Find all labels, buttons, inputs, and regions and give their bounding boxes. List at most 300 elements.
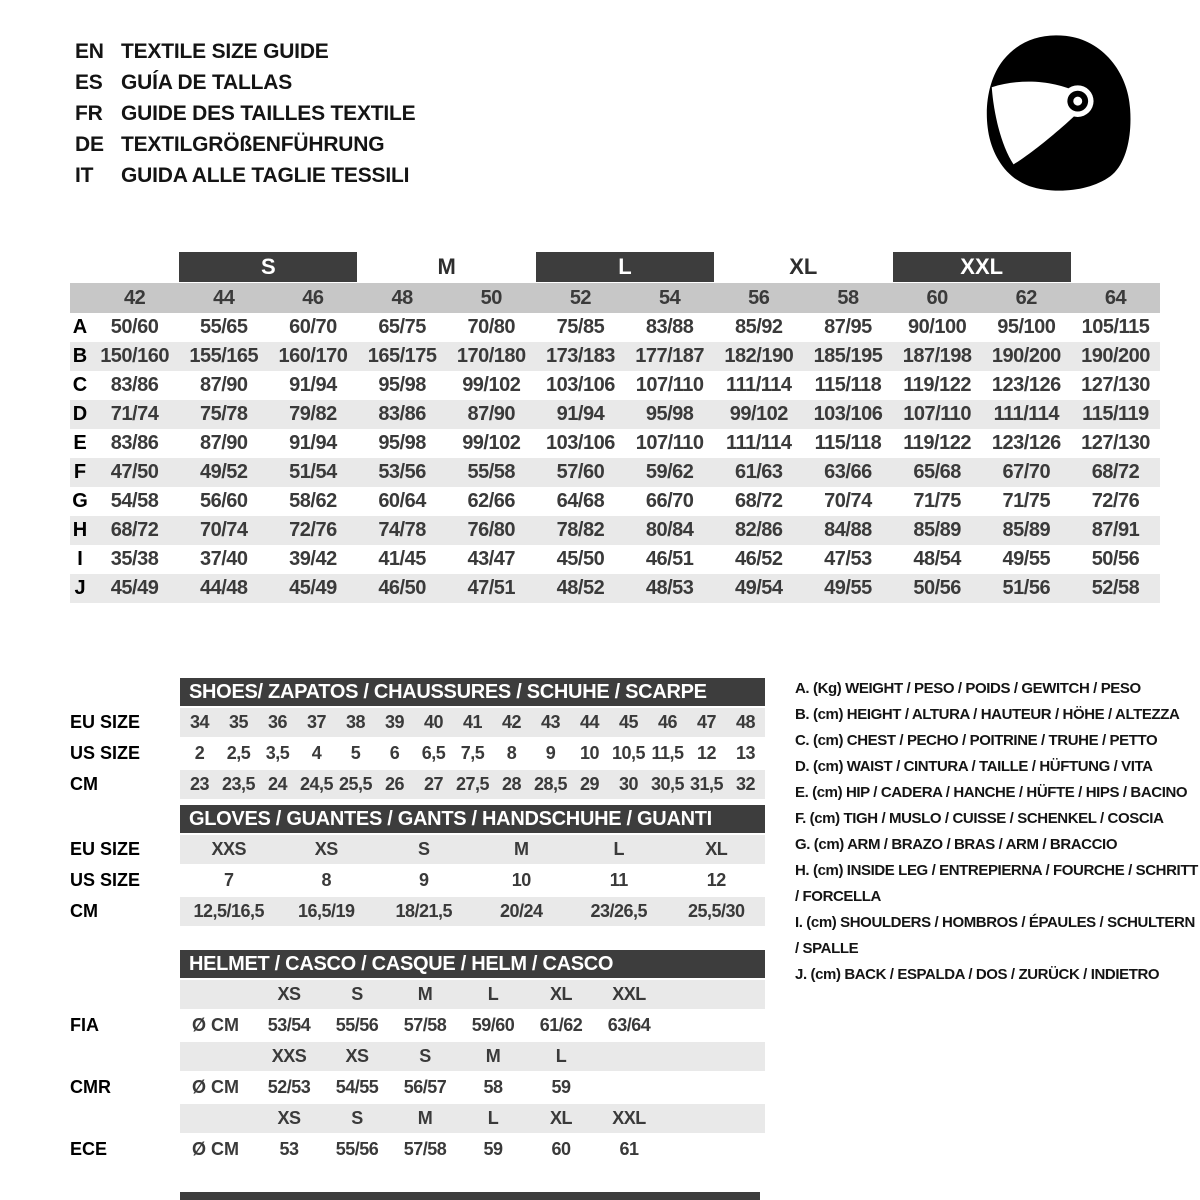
- size-label-cell: [595, 1042, 663, 1071]
- size-value-cell: 23,5: [221, 774, 256, 794]
- size-value-cell: 123/126: [991, 374, 1061, 396]
- language-title: TEXTILE SIZE GUIDE: [121, 39, 329, 63]
- row-values: [180, 708, 765, 737]
- size-value-cell: 18/21,5: [395, 901, 453, 921]
- size-value-cell: 23: [189, 774, 210, 794]
- size-value-cell: 30,5: [650, 774, 685, 794]
- size-value-cell: 103/106: [546, 432, 615, 454]
- helmet-size-header-row: [70, 1042, 765, 1071]
- size-value-cell: 57/60: [556, 461, 605, 483]
- size-value-cell: 41: [462, 712, 483, 732]
- legend-item: A. (Kg) WEIGHT / PESO / POIDS / GEWITCH / PESO: [795, 680, 1141, 697]
- row-label: [70, 1104, 180, 1133]
- size-value-cell: 177/187: [635, 345, 705, 367]
- size-value-cell: 111/114: [726, 432, 792, 454]
- size-value-cell: 85/89: [913, 519, 961, 541]
- size-value-cell: 13: [735, 743, 756, 763]
- size-value-cell: 59/62: [645, 461, 694, 483]
- size-value-cell: 11: [609, 870, 628, 890]
- size-value-cell: 95/98: [378, 374, 426, 396]
- size-value-cell: 61: [619, 1139, 639, 1159]
- size-value-cell: 190/200: [991, 345, 1061, 367]
- language-title: GUIDA ALLE TAGLIE TESSILI: [121, 163, 410, 187]
- size-value-cell: 28,5: [533, 774, 568, 794]
- size-value-cell: 103/106: [546, 374, 615, 396]
- row-label: [70, 980, 180, 1009]
- size-value-cell: 83/86: [378, 403, 426, 425]
- language-title-list: [75, 36, 415, 191]
- size-value-cell: 99/102: [729, 403, 788, 425]
- size-value-cell: 71/74: [110, 403, 159, 425]
- size-value-cell: 127/130: [1081, 374, 1150, 396]
- table-row: [70, 342, 1160, 371]
- size-value-cell: 58: [483, 1077, 503, 1097]
- size-value-cell: 119/122: [903, 374, 971, 396]
- size-value-cell: 50/56: [1091, 548, 1140, 570]
- unit-spacer: [180, 1104, 255, 1133]
- size-value-cell: 53/54: [267, 1015, 311, 1035]
- size-value-cell: 55/56: [335, 1015, 379, 1035]
- textile-table-body: [70, 313, 1160, 603]
- size-label-cell: L: [487, 1108, 499, 1128]
- size-value-cell: 42: [501, 712, 522, 732]
- row-letter: B: [72, 345, 88, 367]
- size-value-cell: 58/62: [289, 490, 337, 512]
- size-value-cell: 61/62: [539, 1015, 583, 1035]
- size-value-cell: 47/53: [824, 548, 872, 570]
- helmet-icon: [972, 28, 1140, 196]
- language-code: DE: [75, 132, 104, 156]
- unit-cell: Ø CM: [192, 1015, 239, 1035]
- size-value-cell: 46/50: [378, 577, 426, 599]
- size-value-cell: 75/78: [199, 403, 248, 425]
- size-group-header-row: [70, 252, 1160, 282]
- textile-size-table: [70, 252, 1160, 603]
- size-value-cell: 53/56: [378, 461, 426, 483]
- size-value-cell: 64/68: [556, 490, 605, 512]
- size-label-cell: M: [417, 1108, 433, 1128]
- size-value-cell: 57/58: [403, 1015, 447, 1035]
- size-value-cell: 70/80: [467, 316, 516, 338]
- size-value-cell: 20/24: [499, 901, 543, 921]
- size-value-cell: 45: [618, 712, 639, 732]
- size-value-cell: 115/119: [1082, 403, 1149, 425]
- row-label: ECE: [70, 1139, 108, 1159]
- shoes-title: SHOES/ ZAPATOS / CHAUSSURES / SCHUHE / SCARPE: [189, 680, 707, 703]
- size-value-cell: 30: [618, 774, 639, 794]
- size-value-cell: 29: [579, 774, 600, 794]
- size-group-label: XL: [789, 254, 818, 279]
- size-value-cell: 45/50: [556, 548, 605, 570]
- size-value-cell: 50/60: [110, 316, 159, 338]
- helmet-size-header-row: [70, 1104, 765, 1133]
- size-value-cell: 173/183: [546, 345, 615, 367]
- size-label-cell: S: [351, 1108, 363, 1128]
- numeric-size: 54: [658, 286, 681, 309]
- size-value-cell: 55/58: [467, 461, 516, 483]
- size-value-cell: 35: [228, 712, 249, 732]
- size-value-cell: L: [613, 839, 624, 859]
- size-value-cell: 49/55: [824, 577, 872, 599]
- size-value-cell: 50/56: [913, 577, 961, 599]
- language-row: [75, 160, 415, 191]
- numeric-size: 60: [926, 286, 948, 309]
- table-row: [70, 429, 1160, 458]
- row-letter: D: [72, 403, 88, 425]
- size-value-cell: 107/110: [903, 403, 971, 425]
- size-group-label: S: [179, 252, 357, 282]
- size-value-cell: XL: [705, 839, 728, 859]
- row-values: [180, 739, 765, 768]
- language-code: IT: [75, 163, 94, 187]
- size-value-cell: 54/58: [110, 490, 159, 512]
- row-letter: A: [72, 316, 88, 338]
- row-values: [180, 1011, 765, 1040]
- language-code: FR: [75, 101, 103, 125]
- row-letter: H: [72, 519, 88, 541]
- size-value-cell: 45/49: [289, 577, 337, 599]
- shoes-title-bar: [180, 678, 765, 706]
- size-value-cell: 48/52: [556, 577, 605, 599]
- row-letter: C: [72, 374, 88, 396]
- size-value-cell: 28: [501, 774, 522, 794]
- legend-item: B. (cm) HEIGHT / ALTURA / HAUTEUR / HÖHE / ALTEZZA: [795, 706, 1180, 723]
- row-letter-spacer: [70, 283, 90, 313]
- table-row: [70, 1073, 765, 1102]
- legend-item: F. (cm) TIGH / MUSLO / CUISSE / SCHENKEL / COSCIA: [795, 810, 1164, 827]
- language-row: [75, 98, 415, 129]
- size-value-cell: 46/52: [735, 548, 783, 570]
- size-value-cell: 67/70: [1002, 461, 1051, 483]
- size-group-label: M: [437, 254, 456, 279]
- size-value-cell: 68/72: [735, 490, 783, 512]
- size-value-cell: 99/102: [462, 432, 521, 454]
- table-row: [70, 371, 1160, 400]
- size-value-cell: [595, 1073, 663, 1102]
- legend-item: H. (cm) INSIDE LEG / ENTREPIERNA / FOURCHE / SCHRITT / FORCELLA: [795, 862, 1198, 905]
- size-value-cell: 71/75: [913, 490, 961, 512]
- size-value-cell: 6,5: [421, 743, 446, 763]
- size-value-cell: 7: [223, 870, 234, 890]
- size-value-cell: 87/90: [467, 403, 516, 425]
- row-values: [180, 866, 765, 895]
- row-letter: I: [77, 548, 83, 570]
- row-label: CMR: [70, 1077, 111, 1097]
- size-value-cell: 35/38: [110, 548, 159, 570]
- helmet-title-bar: [180, 950, 765, 978]
- size-value-cell: 111/114: [726, 374, 792, 396]
- size-value-cell: 8: [321, 870, 331, 890]
- table-row: [70, 1011, 765, 1040]
- row-letter: J: [74, 577, 86, 599]
- size-value-cell: 57/58: [403, 1139, 447, 1159]
- size-value-cell: 187/198: [902, 345, 972, 367]
- row-letter: F: [73, 461, 87, 483]
- size-value-cell: 60/70: [289, 316, 337, 338]
- size-label-cell: L: [555, 1046, 567, 1066]
- language-title: GUÍA DE TALLAS: [121, 70, 293, 94]
- size-value-cell: 107/110: [635, 432, 704, 454]
- size-value-cell: 23/26,5: [590, 901, 648, 921]
- size-value-cell: 115/118: [814, 432, 882, 454]
- size-label-cell: XS: [277, 1108, 301, 1128]
- size-value-cell: 99/102: [462, 374, 521, 396]
- size-value-cell: 7,5: [460, 743, 485, 763]
- size-value-cell: 27: [423, 774, 444, 794]
- size-value-cell: 24: [267, 774, 288, 794]
- size-label-cell: XXL: [612, 1108, 646, 1128]
- table-row: [70, 516, 1160, 545]
- size-value-cell: 87/90: [199, 374, 248, 396]
- size-value-cell: 185/195: [813, 345, 883, 367]
- size-value-cell: M: [514, 839, 529, 859]
- size-value-cell: 103/106: [813, 403, 883, 425]
- size-value-cell: 12: [696, 743, 717, 763]
- size-value-cell: 49/52: [199, 461, 248, 483]
- row-label: CM: [70, 774, 98, 794]
- size-value-cell: 25,5: [338, 774, 373, 794]
- size-value-cell: 150/160: [100, 345, 169, 367]
- row-label: EU SIZE: [70, 712, 141, 732]
- row-label: EU SIZE: [70, 839, 141, 859]
- row-values: [180, 1135, 765, 1164]
- size-value-cell: 91/94: [289, 374, 337, 396]
- table-row: [70, 835, 765, 864]
- size-value-cell: 9: [545, 743, 556, 763]
- size-value-cell: 49/54: [735, 577, 783, 599]
- size-value-cell: 91/94: [289, 432, 337, 454]
- unit-spacer: [180, 1042, 255, 1071]
- row-values: [180, 1073, 765, 1102]
- size-value-cell: 24,5: [299, 774, 334, 794]
- size-label-cell: XXS: [271, 1046, 307, 1066]
- size-label-cell: L: [487, 984, 499, 1004]
- size-value-cell: 36: [267, 712, 288, 732]
- size-value-cell: 60: [551, 1139, 571, 1159]
- size-value-cell: 83/88: [645, 316, 694, 338]
- size-label-cell: XL: [549, 1108, 572, 1128]
- unit-cell: Ø CM: [192, 1139, 239, 1159]
- size-value-cell: 41/45: [378, 548, 426, 570]
- size-value-cell: 87/95: [824, 316, 872, 338]
- size-value-cell: 66/70: [645, 490, 694, 512]
- size-label-cell: XL: [549, 984, 572, 1004]
- size-value-cell: 52/58: [1091, 577, 1140, 599]
- size-value-cell: 3,5: [265, 743, 290, 763]
- size-value-cell: 26: [384, 774, 405, 794]
- size-value-cell: 25,5/30: [687, 901, 745, 921]
- size-value-cell: 47/51: [467, 577, 516, 599]
- table-row: [70, 739, 765, 768]
- size-value-cell: 39/42: [289, 548, 337, 570]
- size-value-cell: XS: [314, 839, 338, 859]
- table-row: [70, 1135, 765, 1164]
- size-value-cell: 55/65: [199, 316, 248, 338]
- size-value-cell: 44: [579, 712, 600, 732]
- size-value-cell: 2,5: [226, 743, 251, 763]
- size-value-cell: 55/56: [335, 1139, 379, 1159]
- size-value-cell: 105/115: [1081, 316, 1150, 338]
- size-value-cell: 46: [657, 712, 678, 732]
- unit-cell: Ø CM: [192, 1077, 239, 1097]
- legend-item: E. (cm) HIP / CADERA / HANCHE / HÜFTE / HIPS / BACINO: [795, 784, 1188, 801]
- size-value-cell: 46/51: [645, 548, 694, 570]
- size-value-cell: 123/126: [991, 432, 1061, 454]
- size-value-cell: 37/40: [199, 548, 248, 570]
- size-value-cell: 170/180: [456, 345, 526, 367]
- numeric-size: 52: [569, 286, 592, 309]
- size-value-cell: 80/84: [645, 519, 694, 541]
- table-row: [70, 574, 1160, 603]
- table-row: [70, 708, 765, 737]
- size-value-cell: 155/165: [189, 345, 259, 367]
- size-value-cell: 111/114: [993, 403, 1060, 425]
- language-row: [75, 36, 415, 67]
- size-value-cell: 70/74: [824, 490, 872, 512]
- size-value-cell: 90/100: [908, 316, 967, 338]
- size-value-cell: 63/66: [824, 461, 872, 483]
- size-value-cell: 72/76: [289, 519, 337, 541]
- size-value-cell: 182/190: [724, 345, 794, 367]
- size-label-cell: S: [351, 984, 363, 1004]
- size-label-cell: M: [485, 1046, 501, 1066]
- language-code: EN: [75, 39, 104, 63]
- size-value-cell: 95/98: [645, 403, 694, 425]
- size-value-cell: 10,5: [611, 743, 646, 763]
- language-row: [75, 67, 415, 98]
- size-value-cell: 5: [350, 743, 361, 763]
- row-values: [180, 770, 765, 799]
- row-values: [180, 897, 765, 926]
- size-value-cell: 75/85: [556, 316, 605, 338]
- size-value-cell: 63/64: [607, 1015, 651, 1035]
- row-label: CM: [70, 901, 98, 921]
- size-value-cell: 34: [189, 712, 210, 732]
- numeric-size: 56: [748, 286, 770, 309]
- table-row: [70, 770, 765, 799]
- size-value-cell: 47: [696, 712, 717, 732]
- row-values: [180, 835, 765, 864]
- size-value-cell: 52/53: [267, 1077, 311, 1097]
- table-row: [70, 458, 1160, 487]
- size-value-cell: 51/54: [289, 461, 337, 483]
- helmet-title: HELMET / CASCO / CASQUE / HELM / CASCO: [189, 952, 614, 975]
- size-value-cell: 53: [279, 1139, 299, 1159]
- table-row: [70, 313, 1160, 342]
- size-value-cell: 2: [194, 743, 205, 763]
- table-row: [70, 866, 765, 895]
- size-value-cell: 12,5/16,5: [193, 901, 265, 921]
- numeric-size: 50: [480, 286, 502, 309]
- measurement-legend: [795, 676, 1200, 988]
- legend-item: D. (cm) WAIST / CINTURA / TAILLE / HÜFTUNG / VITA: [795, 758, 1153, 775]
- row-label: US SIZE: [70, 743, 141, 763]
- size-value-cell: 48/54: [913, 548, 961, 570]
- size-value-cell: 68/72: [110, 519, 159, 541]
- helmet-size-header-row: [70, 980, 765, 1009]
- size-value-cell: 59/60: [471, 1015, 515, 1035]
- size-value-cell: XXS: [211, 839, 247, 859]
- gloves-title: GLOVES / GUANTES / GANTS / HANDSCHUHE / GUANTI: [189, 807, 712, 830]
- legend-item: I. (cm) SHOULDERS / HOMBROS / ÉPAULES / SCHULTERN / SPALLE: [795, 914, 1195, 957]
- size-value-cell: 27,5: [455, 774, 490, 794]
- size-value-cell: 48/53: [645, 577, 694, 599]
- legend-item: J. (cm) BACK / ESPALDA / DOS / ZURÜCK / INDIETRO: [795, 966, 1160, 983]
- size-value-cell: 38: [345, 712, 366, 732]
- size-value-cell: 165/175: [367, 345, 437, 367]
- size-value-cell: 12: [706, 870, 726, 890]
- size-label-cell: S: [419, 1046, 431, 1066]
- table-row: [70, 400, 1160, 429]
- size-value-cell: 190/200: [1081, 345, 1150, 367]
- unit-spacer: [180, 980, 255, 1009]
- size-value-cell: 84/88: [824, 519, 872, 541]
- size-value-cell: 48: [735, 712, 756, 732]
- size-value-cell: 11,5: [651, 743, 684, 763]
- size-group-label: XXL: [893, 252, 1071, 282]
- size-value-cell: 60/64: [378, 490, 426, 512]
- language-title: TEXTILGRÖßENFÜHRUNG: [121, 132, 385, 156]
- size-label-cell: XXL: [612, 984, 646, 1004]
- size-value-cell: 43: [540, 712, 561, 732]
- language-title: GUIDE DES TAILLES TEXTILE: [121, 101, 416, 125]
- row-values: [180, 1104, 765, 1133]
- size-value-cell: 59: [551, 1077, 571, 1097]
- size-value-cell: 43/47: [467, 548, 516, 570]
- size-value-cell: 39: [384, 712, 405, 732]
- size-value-cell: 47/50: [110, 461, 159, 483]
- size-label-cell: XS: [277, 984, 301, 1004]
- size-value-cell: 56/60: [199, 490, 248, 512]
- legend-item: C. (cm) CHEST / PECHO / POITRINE / TRUHE / PETTO: [795, 732, 1158, 749]
- gloves-title-bar: [180, 805, 765, 833]
- size-value-cell: 37: [306, 712, 327, 732]
- numeric-size: 44: [213, 286, 235, 309]
- size-label-cell: XS: [345, 1046, 369, 1066]
- numeric-size: 58: [837, 286, 859, 309]
- size-label-cell: M: [417, 984, 433, 1004]
- size-value-cell: 83/86: [110, 432, 159, 454]
- numeric-size-row: [70, 283, 1160, 313]
- size-value-cell: 71/75: [1002, 490, 1051, 512]
- table-row: [70, 897, 765, 926]
- size-value-cell: 9: [418, 870, 429, 890]
- size-value-cell: 83/86: [110, 374, 159, 396]
- size-value-cell: 82/86: [735, 519, 783, 541]
- size-value-cell: 85/89: [1002, 519, 1051, 541]
- table-row: [70, 545, 1160, 574]
- size-value-cell: S: [417, 839, 430, 859]
- size-value-cell: 65/75: [378, 316, 426, 338]
- size-value-cell: 32: [735, 774, 756, 794]
- row-letter: G: [72, 490, 88, 512]
- size-value-cell: 115/118: [814, 374, 882, 396]
- cropped-section-bar: [180, 1192, 760, 1200]
- numeric-size: 46: [302, 286, 324, 309]
- size-value-cell: 76/80: [467, 519, 516, 541]
- size-value-cell: 70/74: [199, 519, 248, 541]
- size-value-cell: 16,5/19: [297, 901, 355, 921]
- size-value-cell: 127/130: [1081, 432, 1150, 454]
- row-label: FIA: [70, 1015, 99, 1035]
- size-value-cell: 107/110: [635, 374, 704, 396]
- size-value-cell: 54/55: [335, 1077, 379, 1097]
- size-value-cell: 65/68: [913, 461, 961, 483]
- size-value-cell: 10: [579, 743, 600, 763]
- size-value-cell: 31,5: [689, 774, 724, 794]
- size-value-cell: 78/82: [556, 519, 605, 541]
- size-value-cell: 85/92: [735, 316, 783, 338]
